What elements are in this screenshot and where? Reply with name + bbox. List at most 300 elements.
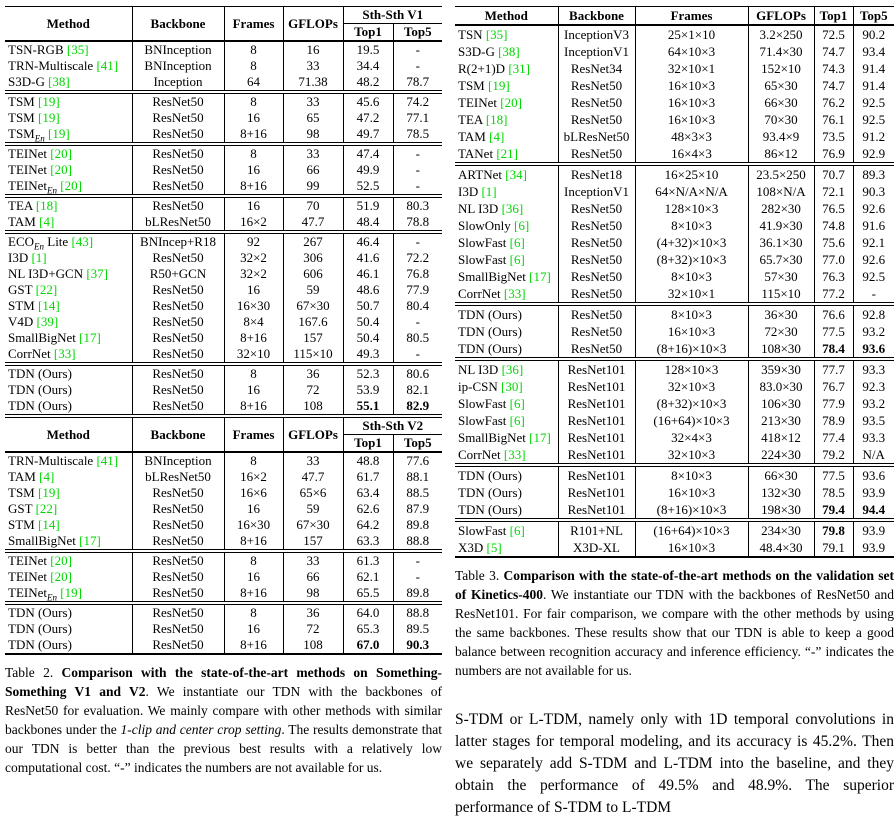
table-row bbox=[455, 164, 894, 183]
table-cell: ResNet101 bbox=[558, 378, 635, 395]
table-cell: TDN (Ours) bbox=[5, 621, 132, 637]
table-cell: ResNet101 bbox=[558, 484, 635, 501]
table-cell: 3.2×250 bbox=[748, 25, 814, 43]
table-cell: 70 bbox=[283, 196, 343, 214]
citation-link[interactable]: [6] bbox=[513, 218, 530, 233]
table-cell: 47.2 bbox=[343, 110, 393, 126]
table-cell: 76.9 bbox=[814, 145, 853, 164]
table-row bbox=[455, 520, 894, 539]
table-cell: 16 bbox=[224, 621, 283, 637]
table-cell: 77.0 bbox=[814, 251, 853, 268]
table-cell: 65×6 bbox=[283, 485, 343, 501]
citation-link[interactable]: [19] bbox=[37, 110, 60, 125]
citation-link[interactable]: [20] bbox=[60, 178, 82, 193]
table-cell: 52.3 bbox=[343, 364, 393, 382]
table-cell: 73.5 bbox=[814, 128, 853, 145]
table-cell: 33 bbox=[283, 452, 343, 469]
column-header: Frames bbox=[224, 416, 283, 452]
citation-link[interactable]: [20] bbox=[50, 146, 72, 161]
table-row bbox=[5, 162, 442, 178]
table-cell: 128×10×3 bbox=[635, 200, 748, 217]
citation-link[interactable]: [39] bbox=[36, 314, 59, 329]
table-cell: SmallBigNet [17] bbox=[5, 330, 132, 346]
table-cell: 8×10×3 bbox=[635, 304, 748, 323]
citation-link[interactable]: [22] bbox=[35, 501, 58, 516]
column-header: GFLOPs bbox=[283, 416, 343, 452]
table-row bbox=[5, 92, 442, 110]
table-cell: TEINet [20] bbox=[455, 94, 558, 111]
table-cell: ResNet50 bbox=[558, 285, 635, 304]
table-cell: 80.4 bbox=[406, 298, 430, 313]
table-row bbox=[455, 378, 894, 395]
table-cell: X3D [5] bbox=[455, 539, 558, 557]
table-cell: 94.4 bbox=[862, 502, 886, 517]
table-cell: 49.7 bbox=[343, 126, 393, 144]
table-cell: 78.9 bbox=[814, 412, 853, 429]
table-cell: 74.7 bbox=[814, 43, 853, 60]
table-cell: 16×10×3 bbox=[635, 77, 748, 94]
table-cell: 91.2 bbox=[862, 129, 886, 144]
table-row bbox=[5, 398, 442, 416]
table-cell: ResNet50 bbox=[558, 268, 635, 285]
table-cell: SlowFast [6] bbox=[455, 251, 558, 268]
table-row bbox=[5, 266, 442, 282]
citation-link[interactable]: [19] bbox=[37, 485, 60, 500]
citation-link[interactable]: [30] bbox=[500, 379, 523, 394]
citation-link[interactable]: [14] bbox=[37, 298, 60, 313]
citation-link[interactable]: [17] bbox=[79, 330, 101, 345]
body-paragraph: S-TDM or L-TDM, namely only with 1D temporal convolutions in latter stages for temporal modeling, and its accuracy is 45.2%. Then we separately add S-TDM and L-TDM into the baseline, and they obtain the performance of 49.5% and 48.9%. The superior performance of S-TDM to L-TDM bbox=[455, 711, 894, 816]
citation-link[interactable]: [17] bbox=[529, 430, 551, 445]
table-cell: 46.1 bbox=[343, 266, 393, 282]
table-row bbox=[455, 539, 894, 557]
table-row bbox=[455, 304, 894, 323]
citation-link[interactable]: [6] bbox=[509, 396, 525, 411]
table-cell: 77.9 bbox=[406, 282, 430, 297]
citation-link[interactable]: [35] bbox=[485, 27, 508, 42]
table-cell: 93.5 bbox=[862, 413, 886, 428]
table-row bbox=[5, 469, 442, 485]
citation-link[interactable]: [36] bbox=[501, 362, 524, 377]
citation-link[interactable]: [34] bbox=[505, 167, 527, 182]
table-cell: 72.1 bbox=[814, 183, 853, 200]
table-cell: 128×10×3 bbox=[635, 359, 748, 378]
table-cell: (16+64)×10×3 bbox=[635, 412, 748, 429]
table-cell: InceptionV1 bbox=[558, 183, 635, 200]
table-cell: N/A bbox=[862, 447, 885, 462]
table-cell: ResNet50 bbox=[132, 364, 224, 382]
citation-link[interactable]: [33] bbox=[53, 346, 76, 361]
table-cell: 74.2 bbox=[406, 94, 430, 109]
table-cell: 59 bbox=[283, 501, 343, 517]
table-group bbox=[455, 164, 894, 304]
table-cell: ResNet101 bbox=[558, 501, 635, 520]
table-cell: 90.3 bbox=[862, 184, 886, 199]
table-cell: 61.7 bbox=[343, 469, 393, 485]
table-cell: 36×30 bbox=[748, 304, 814, 323]
table-cell: GST [22] bbox=[5, 501, 132, 517]
table-cell: 89.5 bbox=[406, 621, 430, 636]
table-cell: 50.4 bbox=[343, 314, 393, 330]
column-header: Frames bbox=[635, 7, 748, 26]
table-cell: 8 bbox=[224, 92, 283, 110]
table-cell: 63.3 bbox=[343, 533, 393, 551]
table-cell: - bbox=[415, 234, 420, 249]
table-cell: ResNet50 bbox=[558, 251, 635, 268]
citation-link[interactable]: [4] bbox=[489, 129, 505, 144]
table-cell: TEINet [20] bbox=[5, 162, 132, 178]
table-cell: 64 bbox=[224, 74, 283, 92]
table-cell: ResNet50 bbox=[132, 250, 224, 266]
table-cell: 71.4×30 bbox=[748, 43, 814, 60]
table-cell: 36 bbox=[283, 364, 343, 382]
table-cell: TRN-Multiscale [41] bbox=[5, 452, 132, 469]
table-cell: 198×30 bbox=[748, 501, 814, 520]
citation-link[interactable]: [18] bbox=[485, 112, 508, 127]
table-cell: bLResNet50 bbox=[132, 214, 224, 232]
table-cell: 306 bbox=[283, 250, 343, 266]
table-cell: 52.5 bbox=[343, 178, 393, 196]
table-cell: V4D [39] bbox=[5, 314, 132, 330]
citation-link[interactable]: [41] bbox=[96, 58, 119, 73]
citation-link[interactable]: [6] bbox=[509, 252, 525, 267]
table-cell: 92 bbox=[224, 232, 283, 250]
table-cell: ARTNet [34] bbox=[455, 164, 558, 183]
citation-link[interactable]: [21] bbox=[496, 146, 518, 161]
citation-link[interactable]: [22] bbox=[35, 282, 58, 297]
table-group bbox=[5, 144, 442, 196]
citation-link[interactable]: [17] bbox=[79, 533, 101, 548]
table-cell: 66×30 bbox=[748, 94, 814, 111]
table-cell: SlowFast [6] bbox=[455, 234, 558, 251]
table-cell: 88.1 bbox=[406, 469, 430, 484]
table-cell: 33 bbox=[283, 144, 343, 162]
table-cell: 47.7 bbox=[283, 214, 343, 232]
table-row bbox=[5, 250, 442, 266]
table-row bbox=[5, 517, 442, 533]
column-header: Backbone bbox=[132, 416, 224, 452]
table-cell: 16 bbox=[224, 569, 283, 585]
citation-link[interactable]: [1] bbox=[31, 250, 47, 265]
table-cell: 32×2 bbox=[224, 250, 283, 266]
table-cell: 76.5 bbox=[814, 200, 853, 217]
table-cell: SlowFast [6] bbox=[455, 520, 558, 539]
table-row bbox=[455, 484, 894, 501]
table-cell: ResNet50 bbox=[132, 398, 224, 416]
citation-link[interactable]: [19] bbox=[60, 585, 82, 600]
table-cell: NL I3D [36] bbox=[455, 200, 558, 217]
table-cell: SmallBigNet [17] bbox=[455, 268, 558, 285]
table-row bbox=[5, 282, 442, 298]
table-cell: TSN-RGB [35] bbox=[5, 41, 132, 58]
table-cell: InceptionV3 bbox=[558, 25, 635, 43]
table-group bbox=[5, 603, 442, 654]
table-cell: 65.7×30 bbox=[748, 251, 814, 268]
table-row bbox=[455, 285, 894, 304]
table-cell: 8+16 bbox=[224, 533, 283, 551]
table-group bbox=[5, 41, 442, 92]
table-cell: ResNet50 bbox=[132, 585, 224, 603]
table-cell: 77.1 bbox=[406, 110, 430, 125]
citation-link[interactable]: [33] bbox=[503, 286, 526, 301]
table-cell: - bbox=[415, 346, 420, 361]
table-cell: 45.6 bbox=[343, 92, 393, 110]
table-cell: BNInception bbox=[132, 452, 224, 469]
table-cell: 76.6 bbox=[814, 304, 853, 323]
citation-link[interactable]: [33] bbox=[503, 447, 526, 462]
table-row bbox=[5, 533, 442, 551]
table-cell: 93.2 bbox=[862, 324, 886, 339]
table-cell: 78.8 bbox=[406, 214, 430, 229]
citation-link[interactable]: [17] bbox=[529, 269, 551, 284]
table-cell: 88.8 bbox=[406, 533, 430, 548]
table-row bbox=[5, 41, 442, 58]
table-cell: 32×10 bbox=[224, 346, 283, 364]
table-cell: - bbox=[415, 162, 420, 177]
table-cell: - bbox=[415, 146, 420, 161]
table-row bbox=[455, 429, 894, 446]
table-cell: 16×10×3 bbox=[635, 111, 748, 128]
table-cell: TDN (Ours) bbox=[5, 364, 132, 382]
table-cell: 41.6 bbox=[343, 250, 393, 266]
table-cell: 48.4×30 bbox=[748, 539, 814, 557]
table-cell: 33 bbox=[283, 92, 343, 110]
table-cell: 79.1 bbox=[814, 539, 853, 557]
table-row bbox=[5, 382, 442, 398]
table-cell: TRN-Multiscale [41] bbox=[5, 58, 132, 74]
table-cell: TEA [18] bbox=[455, 111, 558, 128]
table-cell: 91.6 bbox=[862, 218, 886, 233]
citation-link[interactable]: [37] bbox=[86, 266, 109, 281]
table-group bbox=[455, 25, 894, 164]
citation-link[interactable]: [19] bbox=[37, 94, 60, 109]
table-cell: 8 bbox=[224, 452, 283, 469]
table-header bbox=[455, 7, 894, 26]
table-cell: SlowOnly [6] bbox=[455, 217, 558, 234]
table-row bbox=[5, 551, 442, 569]
table-cell: R50+GCN bbox=[132, 266, 224, 282]
table-cell: ResNet50 bbox=[132, 382, 224, 398]
table-cell: TDN (Ours) bbox=[5, 382, 132, 398]
table-cell: S3D-G [38] bbox=[5, 74, 132, 92]
table-cell: 86×12 bbox=[748, 145, 814, 164]
table-cell: 167.6 bbox=[283, 314, 343, 330]
table-cell: Inception bbox=[132, 74, 224, 92]
column-header: Frames bbox=[224, 7, 283, 42]
table-cell: 32×10×1 bbox=[635, 60, 748, 77]
citation-link[interactable]: [35] bbox=[66, 42, 89, 57]
table-row bbox=[455, 268, 894, 285]
table-cell: ResNet50 bbox=[132, 92, 224, 110]
citation-link[interactable]: [19] bbox=[487, 78, 510, 93]
table-cell: 48.8 bbox=[343, 452, 393, 469]
table-row bbox=[455, 340, 894, 359]
table-cell: 132×30 bbox=[748, 484, 814, 501]
table-cell: 16×25×10 bbox=[635, 164, 748, 183]
table-cell: NL I3D [36] bbox=[455, 359, 558, 378]
table-group bbox=[5, 196, 442, 232]
table-cell: 78.4 bbox=[814, 340, 853, 359]
table-group bbox=[455, 465, 894, 520]
table-cell: 89.8 bbox=[406, 517, 430, 532]
citation-link[interactable]: [20] bbox=[50, 569, 72, 584]
table-cell: 74.7 bbox=[814, 77, 853, 94]
table-cell: 213×30 bbox=[748, 412, 814, 429]
table-cell: 76.2 bbox=[814, 94, 853, 111]
citation-link[interactable]: [20] bbox=[50, 553, 72, 568]
table-cell: GST [22] bbox=[5, 282, 132, 298]
table-cell: $ECO_{En}$ Lite [43] bbox=[5, 232, 132, 250]
right-column bbox=[455, 6, 894, 819]
table-cell: ResNet50 bbox=[132, 533, 224, 551]
table-cell: 108 bbox=[283, 637, 343, 654]
table-cell: 93.9 bbox=[862, 485, 886, 500]
table-cell: ResNet50 bbox=[132, 314, 224, 330]
citation-link[interactable]: [5] bbox=[486, 540, 502, 555]
table-cell: - bbox=[415, 314, 420, 329]
citation-link[interactable]: [31] bbox=[508, 61, 530, 76]
dataset-header: Sth-Sth V2 bbox=[343, 416, 442, 435]
table-cell: 93.4×9 bbox=[748, 128, 814, 145]
table-cell: 8+16 bbox=[224, 585, 283, 603]
table-cell: 92.6 bbox=[862, 252, 886, 267]
table-cell: 16×10×3 bbox=[635, 323, 748, 340]
table-cell: TEINet [20] bbox=[5, 144, 132, 162]
citation-link[interactable]: [20] bbox=[500, 95, 522, 110]
table-cell: 79.4 bbox=[814, 501, 853, 520]
table-cell: 93.6 bbox=[862, 341, 886, 356]
table-cell: 16×2 bbox=[224, 469, 283, 485]
table-row bbox=[455, 395, 894, 412]
table-cell: 91.4 bbox=[862, 61, 886, 76]
citation-link[interactable]: [6] bbox=[509, 523, 525, 538]
table-row bbox=[455, 217, 894, 234]
citation-link[interactable]: [14] bbox=[37, 517, 60, 532]
citation-link[interactable]: [20] bbox=[50, 162, 72, 177]
table-cell: ResNet101 bbox=[558, 395, 635, 412]
table-cell: 16 bbox=[224, 501, 283, 517]
table-cell: 16×10×3 bbox=[635, 94, 748, 111]
table-cell: SmallBigNet [17] bbox=[455, 429, 558, 446]
citation-link[interactable]: [19] bbox=[47, 126, 70, 141]
table-cell: 93.3 bbox=[862, 362, 886, 377]
table-cell: 8×4 bbox=[224, 314, 283, 330]
table-cell: 66 bbox=[283, 162, 343, 178]
table-cell: TDN (Ours) bbox=[455, 323, 558, 340]
table-row bbox=[5, 110, 442, 126]
table-cell: 8+16 bbox=[224, 637, 283, 654]
table-cell: - bbox=[415, 42, 420, 57]
table-row bbox=[455, 77, 894, 94]
table-row bbox=[5, 585, 442, 603]
table-cell: 106×30 bbox=[748, 395, 814, 412]
citation-link[interactable]: [38] bbox=[48, 74, 70, 89]
table-cell: 66 bbox=[283, 569, 343, 585]
table-row bbox=[5, 178, 442, 196]
table-cell: CorrNet [33] bbox=[455, 285, 558, 304]
table-cell: SmallBigNet [17] bbox=[5, 533, 132, 551]
table-cell: 19.5 bbox=[343, 41, 393, 58]
table-cell: 65.5 bbox=[343, 585, 393, 603]
table-cell: 50.7 bbox=[343, 298, 393, 314]
table-cell: 72×30 bbox=[748, 323, 814, 340]
table-cell: - bbox=[415, 58, 420, 73]
table-cell: 282×30 bbox=[748, 200, 814, 217]
table-cell: 64.0 bbox=[343, 603, 393, 621]
table-cell: TSN [35] bbox=[455, 25, 558, 43]
table-cell: 75.6 bbox=[814, 234, 853, 251]
table-cell: 61.3 bbox=[343, 551, 393, 569]
table-cell: 16×4×3 bbox=[635, 145, 748, 164]
table-cell: SlowFast [6] bbox=[455, 412, 558, 429]
table-cell: 55.1 bbox=[343, 398, 393, 416]
table-cell: 36 bbox=[283, 603, 343, 621]
table-cell: 99 bbox=[283, 178, 343, 196]
citation-link[interactable]: [6] bbox=[509, 235, 525, 250]
table-row bbox=[455, 145, 894, 164]
table-row bbox=[455, 359, 894, 378]
table-cell: 51.9 bbox=[343, 196, 393, 214]
table-cell: 8+16 bbox=[224, 126, 283, 144]
table-cell: TSM [19] bbox=[5, 110, 132, 126]
table-cell: TSM [19] bbox=[5, 92, 132, 110]
header-row bbox=[5, 7, 442, 24]
table-group bbox=[5, 452, 442, 551]
table-cell: TAM [4] bbox=[455, 128, 558, 145]
column-header: GFLOPs bbox=[748, 7, 814, 26]
citation-link[interactable]: [43] bbox=[71, 234, 94, 249]
table-cell: ResNet50 bbox=[132, 126, 224, 144]
citation-link[interactable]: [6] bbox=[509, 413, 525, 428]
table-cell: 87.9 bbox=[406, 501, 430, 516]
table-cell: 98 bbox=[283, 126, 343, 144]
citation-link[interactable]: [1] bbox=[481, 184, 497, 199]
table-group bbox=[455, 304, 894, 359]
citation-link[interactable]: [4] bbox=[39, 214, 55, 229]
citation-link[interactable]: [18] bbox=[35, 198, 58, 213]
citation-link[interactable]: [36] bbox=[501, 201, 524, 216]
table-cell: ResNet50 bbox=[558, 340, 635, 359]
table-cell: 90.2 bbox=[862, 27, 886, 42]
table-cell: 50.4 bbox=[343, 330, 393, 346]
citation-link[interactable]: [4] bbox=[39, 469, 55, 484]
table-row bbox=[5, 330, 442, 346]
table-cell: 16×30 bbox=[224, 298, 283, 314]
table-cell: 83.0×30 bbox=[748, 378, 814, 395]
column-header: Top5 bbox=[393, 435, 442, 453]
table-cell: - bbox=[415, 569, 420, 584]
table-cell: 77.6 bbox=[406, 453, 430, 468]
table-cell: 93.2 bbox=[862, 396, 886, 411]
table-cell: 8 bbox=[224, 144, 283, 162]
table-cell: TEINet$_{En}$ [20] bbox=[5, 178, 132, 196]
table-row bbox=[5, 637, 442, 654]
table-row bbox=[455, 128, 894, 145]
table-cell: 16 bbox=[224, 162, 283, 178]
table-group bbox=[5, 92, 442, 144]
column-header: Method bbox=[5, 416, 132, 452]
table-cell: ResNet50 bbox=[558, 94, 635, 111]
table-cell: 48.2 bbox=[343, 74, 393, 92]
table2-caption: Table 2. Comparison with the state-of-the-art methods on Something-Something V1 and V2. We instantiate our TDN with the backbones of ResNet50 for evaluation. We mainly compare with other methods with similar backbones under the 1-clip and center crop setting. The results demonstrate that our TDN is better than the previous best results with a relatively low computational cost. “-” indicates the numbers are not available for us. bbox=[5, 665, 442, 775]
table-cell: 92.5 bbox=[862, 112, 886, 127]
table-cell: 78.5 bbox=[406, 126, 430, 141]
table-cell: BNIncep+R18 bbox=[132, 232, 224, 250]
table-cell: TDN (Ours) bbox=[455, 501, 558, 520]
citation-link[interactable]: [41] bbox=[96, 453, 119, 468]
table-cell: 77.5 bbox=[814, 465, 853, 484]
citation-link[interactable]: [38] bbox=[498, 44, 520, 59]
